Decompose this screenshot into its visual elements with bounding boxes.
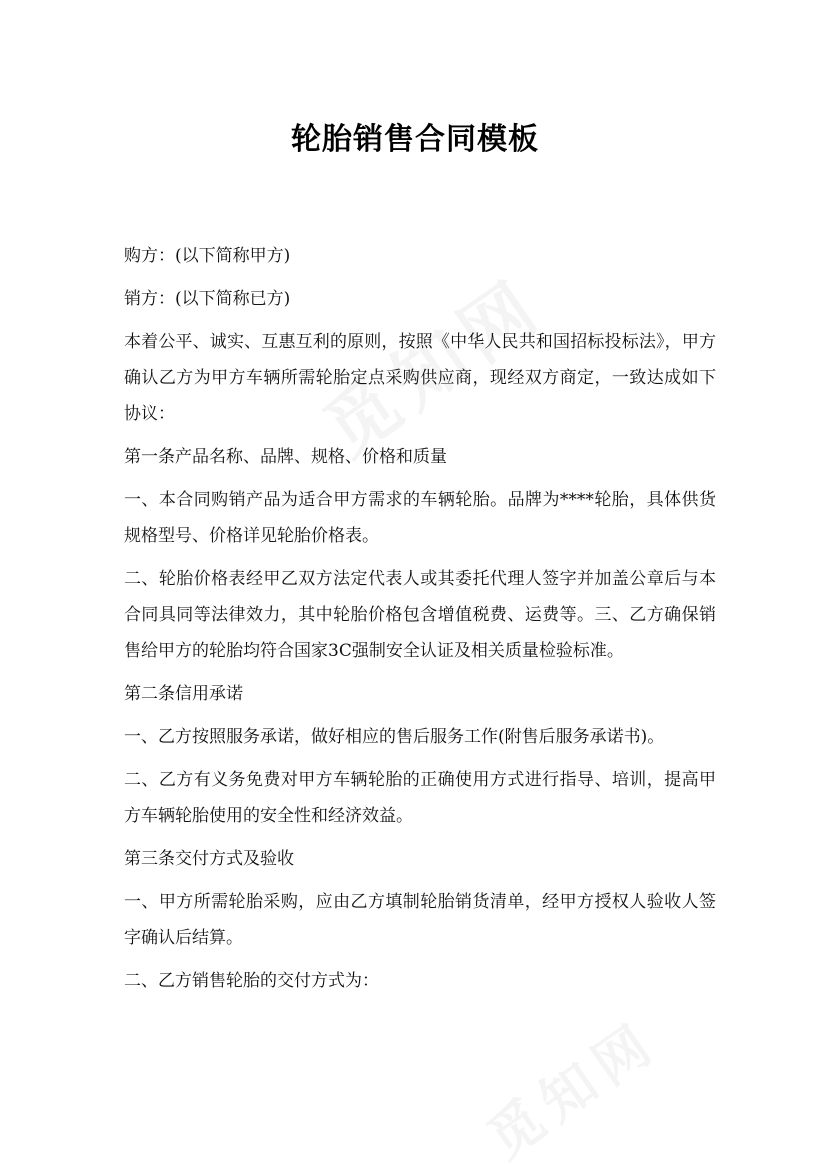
watermark-bottom xyxy=(470,1000,671,1173)
article-3-clause-1: 一、甲方所需轮胎采购，应由乙方填制轮胎销货清单，经甲方授权人验收人签字确认后结算。 xyxy=(124,892,716,948)
article-1-clause-2: 二、轮胎价格表经甲乙双方法定代表人或其委托代理人签字并加盖公章后与本合同具同等法律效力，其中轮胎价格包含增值税费、运费等。三、乙方确保销售给甲方的轮胎均符合国家3C强制安全认证及相关质量检验标准。 xyxy=(124,569,716,661)
article-2-clause-1: 一、乙方按照服务承诺，做好相应的售后服务工作(附售后服务承诺书)。 xyxy=(124,727,665,747)
preamble-paragraph: 本着公平、诚实、互惠互利的原则，按照《中华人民共和国招标投标法》，甲方确认乙方为甲方车辆所需轮胎定点采购供应商，现经双方商定，一致达成如下协议： xyxy=(124,332,716,424)
article-2-heading: 第二条信用承诺 xyxy=(124,684,243,704)
article-3-clause-2: 二、乙方销售轮胎的交付方式为： xyxy=(124,971,379,991)
article-2-clause-2: 二、乙方有义务免费对甲方车辆轮胎的正确使用方式进行指导、培训，提高甲方车辆轮胎使用的安全性和经济效益。 xyxy=(124,770,716,826)
article-3-heading: 第三条交付方式及验收 xyxy=(124,849,294,869)
seller-line: 销方：(以下简称已方) xyxy=(124,289,291,309)
document-title: 轮胎销售合同模板 xyxy=(291,122,539,157)
document-body xyxy=(124,238,716,1006)
buyer-line: 购方：(以下简称甲方) xyxy=(124,246,291,266)
article-1-clause-1: 一、本合同购销产品为适合甲方需求的车辆轮胎。品牌为****轮胎，具体供货规格型号、价格详见轮胎价格表。 xyxy=(124,490,716,546)
article-1-heading: 第一条产品名称、品牌、规格、价格和质量 xyxy=(124,447,447,467)
